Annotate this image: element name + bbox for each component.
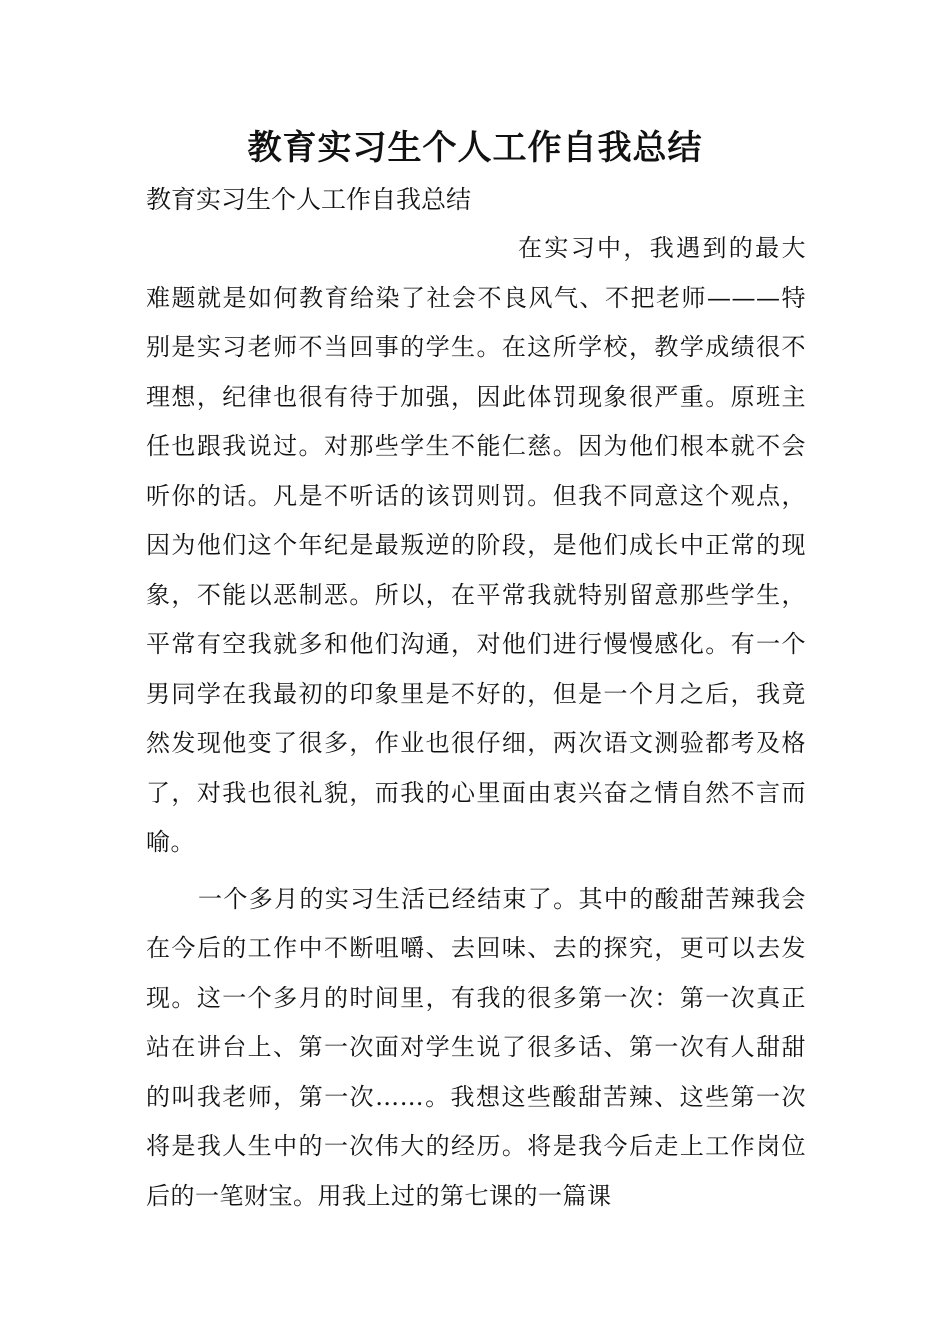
paragraph-2: 一个多月的实习生活已经结束了。其中的酸甜苦辣我会在今后的工作中不断咀嚼、去回味、去的探究，更可以去发现。这一个多月的时间里，有我的很多第一次：第一次真正站在讲台上、第一次面对学生说了很多话、第一次有人甜甜的叫我老师，第一次……。我想这些酸甜苦辣、这些第一次将是我人生中的一次伟大的经历。将是我今后走上工作岗位后的一笔财宝。用我上过的第七课的一篇课 [146,884,806,1210]
document-body [146,224,806,1221]
paragraph-1: 在实习中，我遇到的最大难题就是如何教育给染了社会不良风气、不把老师———特别是实习老师不当回事的学生。在这所学校，教学成绩很不理想，纪律也很有待于加强，因此体罚现象很严重。原班主任也跟我说过。对那些学生不能仁慈。因为他们根本就不会听你的话。凡是不听话的该罚则罚。但我不同意这个观点，因为他们这个年纪是最叛逆的阶段，是他们成长中正常的现象，不能以恶制恶。所以，在平常我就特别留意那些学生，平常有空我就多和他们沟通，对他们进行慢慢感化。有一个男同学在我最初的印象里是不好的，但是一个月之后，我竟然发现他变了很多，作业也很仔细，两次语文测验都考及格了，对我也很礼貌，而我的心里面由衷兴奋之情自然不言而喻。 [146,234,806,856]
document-subtitle: 教育实习生个人工作自我总结 [146,185,472,214]
document-title: 教育实习生个人工作自我总结 [247,128,703,168]
